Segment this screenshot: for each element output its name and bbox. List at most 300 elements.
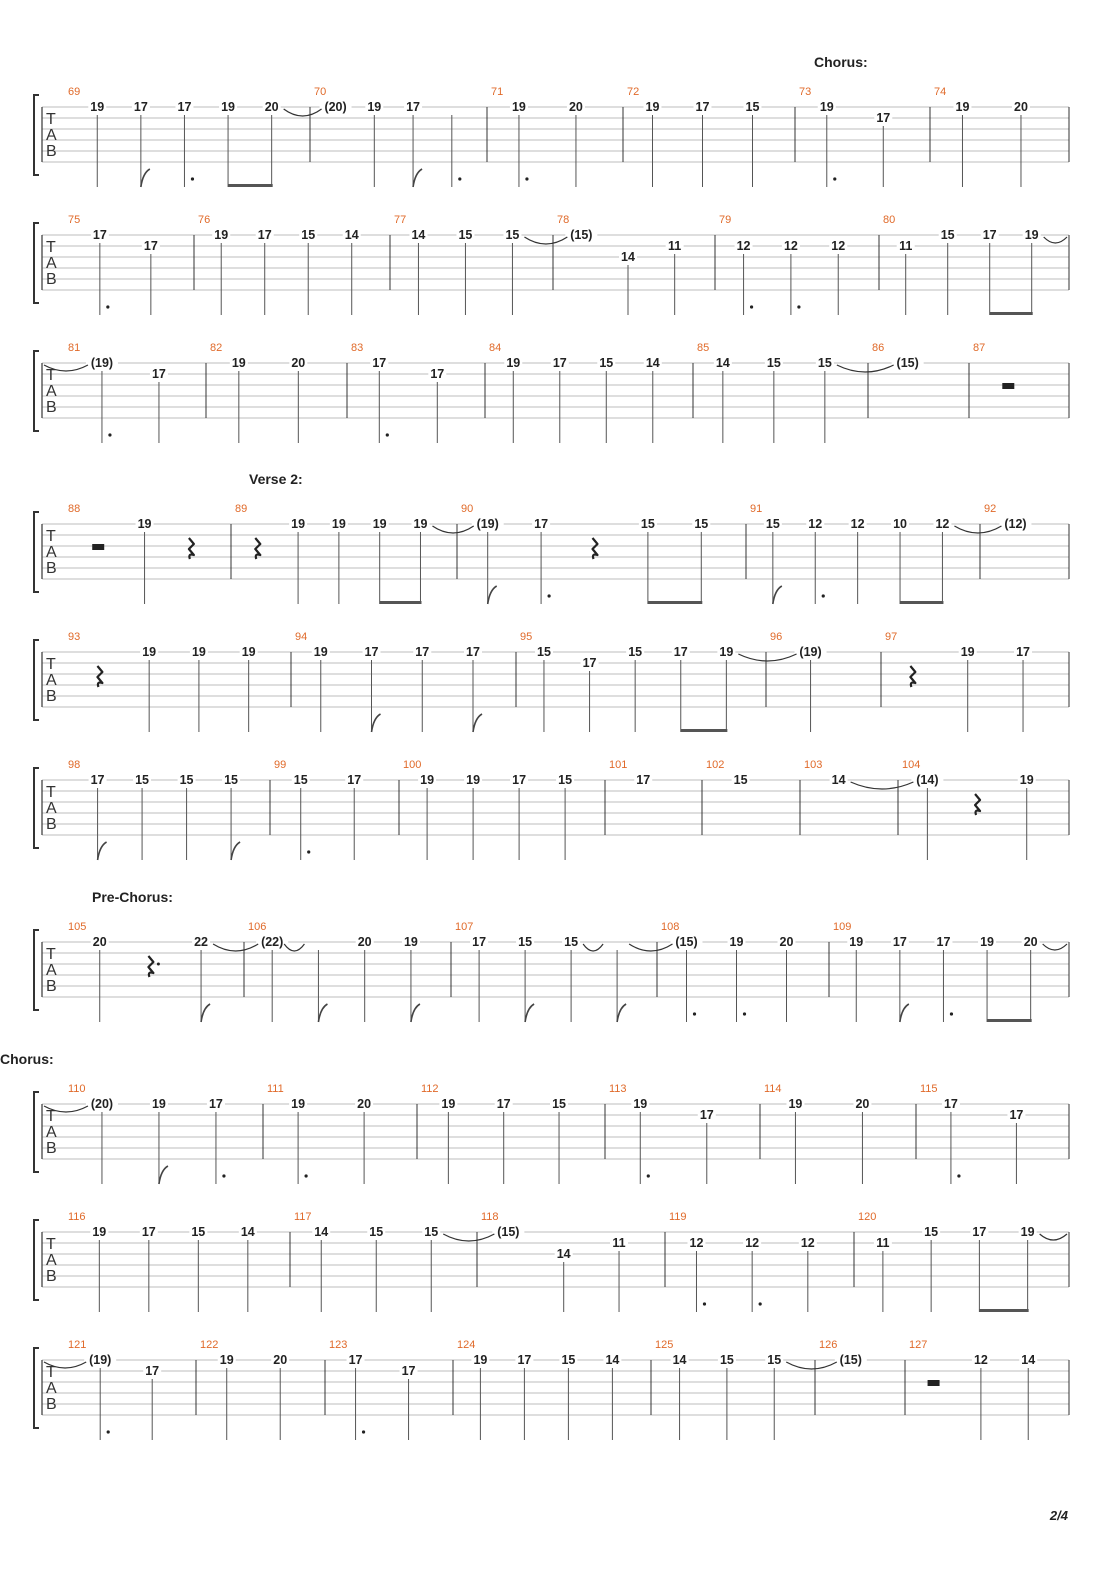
fret-number: 15: [552, 1097, 566, 1111]
dot: [693, 1012, 696, 1015]
measure-number: 82: [210, 342, 223, 354]
fret-number: 14: [240, 1225, 255, 1239]
tab-clef-letter: T: [46, 656, 56, 673]
beam: [228, 184, 273, 187]
measure-number: 111: [267, 1083, 284, 1095]
eighth-flag: [318, 1004, 327, 1022]
measure-number: 91: [750, 503, 763, 515]
fret-number: (12): [1004, 517, 1027, 531]
beam: [987, 1019, 1032, 1022]
eighth-flag: [411, 1004, 420, 1022]
beam: [681, 729, 728, 732]
tab-system: [34, 214, 1069, 315]
fret-number: 12: [689, 1236, 704, 1250]
measure-number: 69: [68, 86, 81, 98]
system-bracket: [34, 1220, 39, 1300]
tab-clef-letter: A: [46, 544, 57, 561]
fret-number: (20): [90, 1097, 114, 1111]
fret-number: 20: [855, 1097, 870, 1111]
fret-number: 15: [558, 773, 573, 787]
tie-arc: [1044, 237, 1067, 243]
measure-number: 95: [520, 631, 533, 643]
fret-number: 19: [231, 356, 246, 370]
measure-number: 115: [920, 1083, 938, 1095]
rest-symbol: [148, 956, 160, 977]
fret-number: 15: [458, 228, 473, 242]
tie-arc: [443, 1234, 494, 1241]
fret-number: 15: [369, 1225, 384, 1239]
tab-clef-letter: T: [46, 528, 56, 545]
fret-number: 17: [92, 228, 107, 242]
fret-number: 19: [955, 100, 970, 114]
fret-number: 12: [800, 1236, 815, 1250]
tab-system: [0, 1051, 1069, 1184]
tie-arc: [524, 237, 567, 244]
fret-number: 19: [191, 645, 206, 659]
fret-number: 19: [151, 1097, 166, 1111]
measure-number: 86: [872, 342, 885, 354]
rest-symbol: [255, 538, 260, 559]
fret-number: 20: [1014, 100, 1028, 114]
fret-number: 12: [973, 1353, 988, 1367]
dot: [106, 305, 109, 308]
fret-number: 19: [645, 100, 660, 114]
eighth-flag: [201, 1004, 210, 1022]
measure-number: 76: [198, 214, 211, 226]
rest-symbol: [92, 544, 104, 550]
fret-number: 12: [745, 1236, 760, 1250]
fret-number: 15: [694, 517, 709, 531]
fret-number: 20: [357, 1097, 372, 1111]
dot: [647, 1174, 650, 1177]
fret-number: 15: [518, 935, 533, 949]
tab-clef-letter: A: [46, 255, 57, 272]
fret-number: (20): [324, 100, 347, 114]
tie-arc: [284, 109, 322, 116]
fret-number: 15: [293, 773, 308, 787]
tie-arc: [738, 654, 796, 661]
fret-number: 19: [511, 100, 526, 114]
tie-arc: [1043, 944, 1067, 950]
dot: [743, 1012, 746, 1015]
measure-number: 96: [770, 631, 783, 643]
fret-number: 15: [745, 100, 760, 114]
measure-number: 121: [68, 1339, 87, 1351]
fret-number: 12: [935, 517, 950, 531]
measure-number: 94: [295, 631, 308, 643]
fret-number: 17: [982, 228, 997, 242]
fret-number: (15): [896, 356, 919, 370]
beam: [900, 601, 943, 604]
fret-number: 19: [441, 1097, 456, 1111]
fret-number: 20: [273, 1353, 288, 1367]
fret-number: 20: [92, 935, 107, 949]
measure-number: 81: [68, 342, 81, 354]
dot: [833, 177, 836, 180]
measure-number: 89: [235, 503, 248, 515]
fret-number: 19: [729, 935, 744, 949]
measure-number: 84: [489, 342, 502, 354]
system-bracket: [34, 768, 39, 848]
fret-number: 12: [783, 239, 798, 253]
measure-number: 116: [68, 1211, 86, 1223]
dot: [107, 1430, 110, 1433]
fret-number: 19: [1024, 228, 1039, 242]
fret-number: 17: [133, 100, 148, 114]
fret-number: 19: [849, 935, 864, 949]
fret-number: 20: [568, 100, 583, 114]
measure-number: 99: [274, 759, 287, 771]
tab-system: [34, 631, 1069, 732]
tab-clef-letter: A: [46, 1252, 57, 1269]
eighth-flag: [98, 842, 107, 860]
measure-number: 123: [329, 1339, 348, 1351]
dot: [547, 594, 550, 597]
fret-number: (15): [675, 935, 698, 949]
rest-symbol: [97, 666, 102, 687]
tab-clef-letter: A: [46, 1124, 57, 1141]
fret-number: 19: [90, 100, 105, 114]
fret-number: 17: [406, 100, 421, 114]
fret-number: 17: [208, 1097, 223, 1111]
rest-symbol: [1002, 383, 1014, 389]
tie-arc: [629, 944, 672, 951]
dot: [458, 177, 461, 180]
fret-number: 19: [137, 517, 152, 531]
measure-number: 117: [294, 1211, 312, 1223]
fret-number: 19: [413, 517, 428, 531]
fret-number: 19: [473, 1353, 488, 1367]
dot: [797, 305, 800, 308]
system-bracket: [34, 95, 39, 175]
fret-number: 17: [415, 645, 430, 659]
tab-clef-letter: T: [46, 111, 56, 128]
fret-number: 17: [892, 935, 907, 949]
fret-number: 19: [719, 645, 734, 659]
tab-clef-letter: B: [46, 1396, 57, 1413]
dot: [822, 594, 825, 597]
tie-arc: [213, 944, 258, 951]
fret-number: 20: [264, 100, 279, 114]
measure-number: 78: [557, 214, 570, 226]
fret-number: 19: [372, 517, 387, 531]
fret-number: 19: [633, 1097, 648, 1111]
measure-number: 100: [403, 759, 422, 771]
tab-clef-letter: B: [46, 271, 57, 288]
eighth-flag: [617, 1004, 626, 1022]
measure-number: 71: [491, 86, 504, 98]
measure-number: 110: [68, 1083, 86, 1095]
fret-number: 17: [517, 1353, 532, 1367]
measure-number: 92: [984, 503, 997, 515]
section-label: Chorus:: [0, 1051, 54, 1067]
eighth-flag: [159, 1166, 168, 1184]
measure-number: 102: [706, 759, 725, 771]
tab-clef-letter: B: [46, 560, 57, 577]
fret-number: 15: [817, 356, 832, 370]
fret-number: 19: [92, 1225, 107, 1239]
fret-number: (15): [570, 228, 593, 242]
fret-number: 19: [142, 645, 157, 659]
beam: [990, 312, 1033, 315]
fret-number: 19: [221, 100, 236, 114]
tab-clef-letter: A: [46, 800, 57, 817]
tab-system: [34, 342, 1069, 443]
fret-number: 14: [1021, 1353, 1036, 1367]
fret-number: 15: [766, 356, 781, 370]
fret-number: 14: [645, 356, 660, 370]
tie-arc: [954, 526, 1001, 533]
measure-number: 97: [885, 631, 898, 643]
dot: [703, 1302, 706, 1305]
fret-number: 17: [143, 239, 158, 253]
tab-clef-letter: T: [46, 367, 56, 384]
fret-number: 17: [347, 773, 362, 787]
system-bracket: [34, 640, 39, 720]
fret-number: (19): [90, 356, 114, 370]
fret-number: 15: [733, 773, 748, 787]
eighth-flag: [900, 1004, 909, 1022]
fret-number: 19: [241, 645, 256, 659]
fret-number: 22: [194, 935, 209, 949]
tie-arc: [837, 365, 894, 372]
tie-arc: [1040, 1234, 1067, 1240]
dot: [525, 177, 528, 180]
tab-clef-letter: T: [46, 946, 56, 963]
measure-number: 70: [314, 86, 327, 98]
fret-number: 12: [736, 239, 751, 253]
fret-number: 19: [291, 517, 306, 531]
measure-number: 90: [461, 503, 474, 515]
tab-clef-letter: B: [46, 816, 57, 833]
fret-number: 11: [899, 239, 913, 253]
dot: [191, 177, 194, 180]
tab-system: [34, 471, 1069, 604]
fret-number: 17: [496, 1097, 511, 1111]
fret-number: 19: [420, 773, 435, 787]
tab-system: [34, 759, 1069, 860]
fret-number: 17: [372, 356, 387, 370]
measure-number: 126: [819, 1339, 838, 1351]
fret-number: 17: [466, 645, 480, 659]
fret-number: 17: [582, 656, 597, 670]
fret-number: 20: [779, 935, 794, 949]
beam: [648, 601, 702, 604]
fret-number: 19: [313, 645, 328, 659]
eighth-flag: [231, 842, 240, 860]
tab-clef-letter: B: [46, 1268, 57, 1285]
fret-number: (19): [89, 1353, 112, 1367]
fret-number: 10: [893, 517, 907, 531]
measure-number: 72: [627, 86, 640, 98]
fret-number: 17: [673, 645, 688, 659]
tab-clef-letter: A: [46, 962, 57, 979]
fret-number: 11: [668, 239, 682, 253]
rest-symbol: [928, 1380, 940, 1386]
fret-number: 19: [819, 100, 834, 114]
fret-number: 17: [1016, 645, 1030, 659]
fret-number: 17: [348, 1353, 363, 1367]
measure-number: 114: [764, 1083, 782, 1095]
tie-arc: [786, 1362, 837, 1369]
system-bracket: [34, 1092, 39, 1172]
fret-number: 19: [1019, 773, 1034, 787]
fret-number: 17: [876, 111, 891, 125]
tab-clef-letter: B: [46, 399, 57, 416]
tab-clef-letter: A: [46, 1380, 57, 1397]
tab-clef-letter: B: [46, 143, 57, 160]
dot: [750, 305, 753, 308]
dot: [362, 1430, 365, 1433]
fret-number: 14: [556, 1247, 571, 1261]
fret-number: 12: [808, 517, 823, 531]
system-bracket: [34, 351, 39, 431]
measure-number: 109: [833, 921, 852, 933]
fret-number: 17: [364, 645, 379, 659]
tab-clef-letter: A: [46, 383, 57, 400]
fret-number: 15: [301, 228, 316, 242]
measure-number: 75: [68, 214, 81, 226]
measure-number: 108: [661, 921, 680, 933]
system-bracket: [34, 223, 39, 303]
measure-number: 125: [655, 1339, 674, 1351]
tab-system: [34, 54, 1069, 187]
fret-number: 17: [636, 773, 651, 787]
fret-number: 19: [788, 1097, 803, 1111]
fret-number: 17: [430, 367, 445, 381]
fret-number: 15: [424, 1225, 439, 1239]
fret-number: (15): [497, 1225, 520, 1239]
fret-number: 14: [314, 1225, 329, 1239]
measure-number: 113: [609, 1083, 627, 1095]
tab-clef-letter: T: [46, 1108, 56, 1125]
measure-number: 119: [669, 1211, 687, 1223]
dot: [222, 1174, 225, 1177]
tab-clef-letter: B: [46, 688, 57, 705]
dot: [305, 1174, 308, 1177]
fret-number: 19: [980, 935, 995, 949]
fret-number: 17: [257, 228, 272, 242]
tab-clef-letter: A: [46, 127, 57, 144]
tie-arc: [583, 944, 603, 951]
fret-number: 17: [972, 1225, 987, 1239]
fret-number: (19): [799, 645, 822, 659]
tab-clef-letter: T: [46, 239, 56, 256]
measure-number: 107: [455, 921, 474, 933]
eighth-flag: [413, 169, 422, 187]
fret-number: 14: [605, 1353, 620, 1367]
fret-number: 17: [151, 367, 166, 381]
fret-number: 14: [344, 228, 359, 242]
fret-number: 15: [767, 1353, 782, 1367]
measure-number: 105: [68, 921, 87, 933]
eighth-flag: [488, 586, 497, 604]
dot: [307, 850, 310, 853]
fret-number: 15: [924, 1225, 939, 1239]
fret-number: 19: [219, 1353, 234, 1367]
fret-number: 14: [411, 228, 426, 242]
section-label: Chorus:: [814, 54, 868, 70]
rest-symbol: [592, 538, 597, 559]
fret-number: 15: [640, 517, 655, 531]
measure-number: 122: [200, 1339, 219, 1351]
fret-number: 19: [291, 1097, 306, 1111]
section-label: Verse 2:: [249, 471, 303, 487]
measure-number: 118: [481, 1211, 499, 1223]
fret-number: 19: [367, 100, 382, 114]
measure-number: 85: [697, 342, 710, 354]
fret-number: 15: [191, 1225, 206, 1239]
beam: [979, 1309, 1028, 1312]
measure-number: 87: [973, 342, 986, 354]
measure-number: 101: [609, 759, 628, 771]
fret-number: 14: [621, 250, 635, 264]
fret-number: 17: [552, 356, 567, 370]
fret-number: 11: [612, 1236, 626, 1250]
tab-clef-letter: A: [46, 672, 57, 689]
fret-number: 12: [831, 239, 846, 253]
fret-number: (22): [261, 935, 284, 949]
measure-number: 104: [902, 759, 921, 771]
fret-number: 15: [537, 645, 551, 659]
tie-arc: [851, 782, 914, 789]
measure-number: 77: [394, 214, 407, 226]
fret-number: 17: [695, 100, 710, 114]
tab-system: [34, 1339, 1069, 1440]
fret-number: 15: [505, 228, 520, 242]
fret-number: 15: [561, 1353, 576, 1367]
eighth-flag: [473, 714, 482, 732]
measure-number: 93: [68, 631, 81, 643]
beam: [380, 601, 422, 604]
fret-number: 19: [214, 228, 229, 242]
fret-number: 15: [940, 228, 955, 242]
measure-number: 124: [457, 1339, 476, 1351]
measure-number: 73: [799, 86, 812, 98]
fret-number: 17: [699, 1108, 714, 1122]
measure-number: 103: [804, 759, 823, 771]
section-label: Pre-Chorus:: [92, 889, 173, 905]
fret-number: 15: [765, 517, 780, 531]
dot: [950, 1012, 953, 1015]
fret-number: (15): [839, 1353, 862, 1367]
measure-number: 83: [351, 342, 364, 354]
tab-system: [34, 889, 1069, 1022]
measure-number: 112: [421, 1083, 439, 1095]
fret-number: 17: [90, 773, 105, 787]
fret-number: 14: [831, 773, 846, 787]
fret-number: 17: [1009, 1108, 1024, 1122]
fret-number: 15: [628, 645, 643, 659]
fret-number: 19: [466, 773, 481, 787]
dot: [108, 433, 111, 436]
fret-number: 12: [850, 517, 865, 531]
measure-number: 98: [68, 759, 81, 771]
fret-number: 19: [403, 935, 418, 949]
tab-clef-letter: T: [46, 784, 56, 801]
rest-symbol: [189, 538, 194, 559]
fret-number: (14): [916, 773, 939, 787]
rest-symbol: [975, 794, 980, 815]
measure-number: 120: [858, 1211, 877, 1223]
fret-number: 19: [1020, 1225, 1035, 1239]
fret-number: 14: [715, 356, 730, 370]
measure-number: 88: [68, 503, 81, 515]
fret-number: 19: [506, 356, 521, 370]
page-number: 2/4: [1049, 1508, 1068, 1523]
eighth-flag: [141, 169, 150, 187]
fret-number: 17: [141, 1225, 156, 1239]
